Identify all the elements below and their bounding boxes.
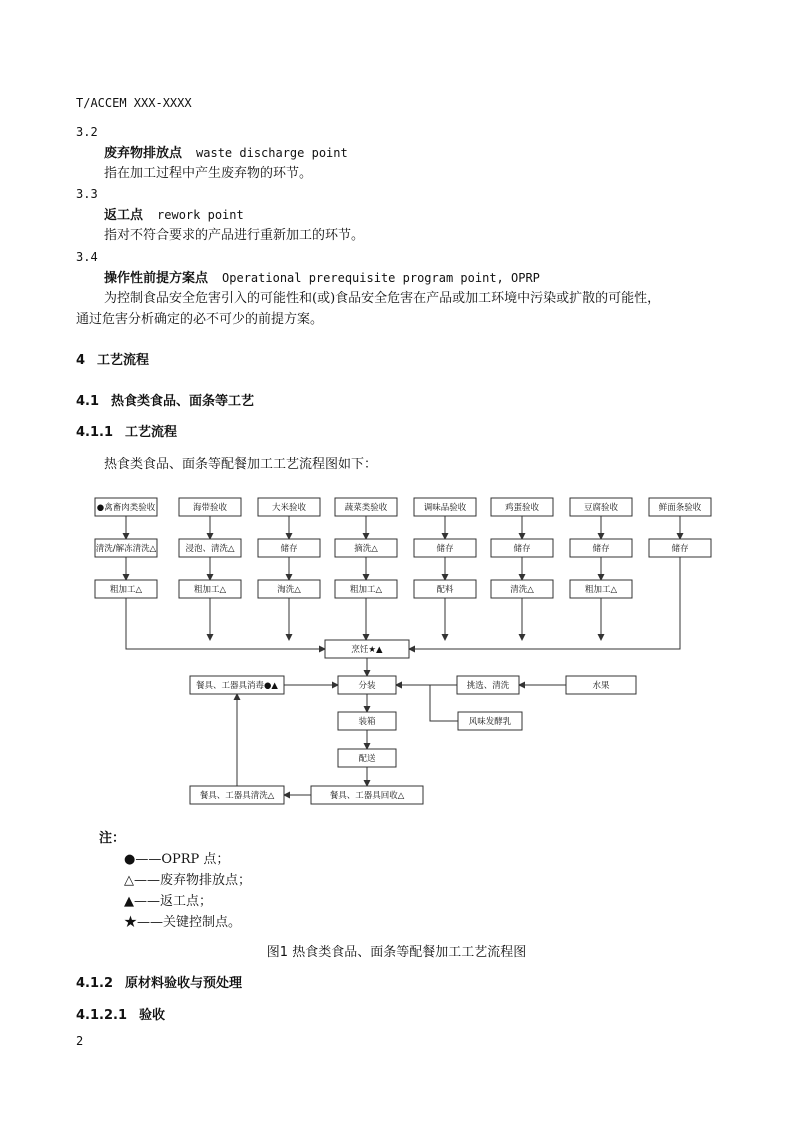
page-number: 2 xyxy=(76,1034,84,1048)
section-number: 4.1.1 xyxy=(76,425,114,440)
pretreat-step-5 xyxy=(414,539,476,557)
process-step-7 xyxy=(570,580,632,598)
process-step-4-label: 粗加工△ xyxy=(349,585,383,595)
pretreat-step-4 xyxy=(335,539,397,557)
section-4-1-2-1-heading xyxy=(76,1008,165,1024)
process-step-5-label: 配料 xyxy=(436,585,454,595)
section-3-3-definition: 指对不符合要求的产品进行重新加工的环节。 xyxy=(104,228,365,243)
yogurt-step-label: 风味发酵乳 xyxy=(468,717,512,727)
delivery-step-label: 配送 xyxy=(358,754,376,764)
packing-step xyxy=(338,676,396,694)
process-step-3 xyxy=(258,580,320,598)
process-step-3-label: 淘洗△ xyxy=(277,585,301,595)
note-ccp: ★——关键控制点。 xyxy=(124,915,242,930)
section-number: 4.1.2 xyxy=(76,976,114,991)
process-step-5 xyxy=(414,580,476,598)
receive-step-8 xyxy=(649,498,711,516)
section-3-2-number: 3.2 xyxy=(76,125,98,139)
receive-step-8-label: 鲜面条验收 xyxy=(658,503,702,513)
receive-step-6-label: 鸡蛋验收 xyxy=(504,503,540,513)
term-cn: 废弃物排放点 xyxy=(104,146,183,161)
boxing-step-label: 装箱 xyxy=(358,717,376,727)
process-step-4 xyxy=(335,580,397,598)
pretreat-step-6 xyxy=(491,539,553,557)
yogurt-step xyxy=(458,712,522,730)
process-step-6 xyxy=(491,580,553,598)
section-3-3-number: 3.3 xyxy=(76,187,98,201)
pretreat-step-6-label: 储存 xyxy=(513,544,531,554)
receive-step-2-label: 海带验收 xyxy=(192,503,228,513)
pretreat-step-5-label: 储存 xyxy=(436,544,454,554)
receive-step-5 xyxy=(414,498,476,516)
arrow-to-cooking xyxy=(409,557,680,649)
receive-step-1-label: ●禽畜肉类验收 xyxy=(96,503,156,513)
term-cn: 操作性前提方案点 xyxy=(104,271,209,286)
utensil-wash-step-label: 餐具、工器具清洗△ xyxy=(199,791,275,801)
utensil-disinfect-step xyxy=(190,676,284,694)
receive-step-4 xyxy=(335,498,397,516)
receive-step-1 xyxy=(95,498,157,516)
pretreat-step-1 xyxy=(95,539,157,557)
receive-step-6 xyxy=(491,498,553,516)
process-step-7-label: 粗加工△ xyxy=(584,585,618,595)
term-en: waste discharge point xyxy=(196,146,348,160)
note-oprp: ●——OPRP 点； xyxy=(124,852,230,867)
term-cn: 返工点 xyxy=(104,208,144,223)
process-step-1 xyxy=(95,580,157,598)
section-title: 原材料验收与预处理 xyxy=(125,976,243,991)
boxing-step xyxy=(338,712,396,730)
utensil-recycle-step xyxy=(311,786,423,804)
utensil-wash-step xyxy=(190,786,284,804)
document-id: T/ACCEM XXX-XXXX xyxy=(76,96,192,110)
packing-step-label: 分装 xyxy=(358,681,376,691)
section-number: 4 xyxy=(76,353,86,368)
pretreat-step-8-label: 储存 xyxy=(671,544,689,554)
section-title: 热食类食品、面条等工艺 xyxy=(111,394,255,409)
pretreat-step-2 xyxy=(179,539,241,557)
receive-step-2 xyxy=(179,498,241,516)
pretreat-step-3 xyxy=(258,539,320,557)
section-title: 工艺流程 xyxy=(97,353,150,368)
receive-step-7-label: 豆腐验收 xyxy=(583,503,619,513)
section-title: 工艺流程 xyxy=(125,425,178,440)
notes-label: 注： xyxy=(99,831,126,846)
pretreat-step-2-label: 浸泡、清洗△ xyxy=(185,544,235,554)
pretreat-step-8 xyxy=(649,539,711,557)
receive-step-4-label: 蔬菜类验收 xyxy=(344,503,388,513)
receive-step-5-label: 调味品验收 xyxy=(423,503,467,513)
section-3-4-number: 3.4 xyxy=(76,250,98,264)
pretreat-step-1-label: 清洗/解冻清洗△ xyxy=(95,544,157,554)
utensil-disinfect-step-label: 餐具、工器具消毒●▲ xyxy=(196,681,278,691)
sorting-washing-step xyxy=(457,676,519,694)
process-step-6-label: 清洗△ xyxy=(510,585,534,595)
delivery-step xyxy=(338,749,396,767)
cooking-step xyxy=(325,640,409,658)
sorting-washing-step-label: 挑选、清洗 xyxy=(466,681,510,691)
fruit-step-label: 水果 xyxy=(592,681,610,691)
pretreat-step-7-label: 储存 xyxy=(592,544,610,554)
receive-step-3-label: 大米验收 xyxy=(271,503,307,513)
section-3-4-definition-line2: 通过危害分析确定的必不可少的前提方案。 xyxy=(76,312,324,327)
arrow-to-cooking xyxy=(126,598,325,649)
note-waste: △——废弃物排放点； xyxy=(124,873,251,888)
section-3-2-definition: 指在加工过程中产生废弃物的环节。 xyxy=(104,166,313,181)
note-rework: ▲——返工点； xyxy=(124,894,212,909)
pretreat-step-4-label: 摘洗△ xyxy=(354,544,378,554)
receive-step-3 xyxy=(258,498,320,516)
figure-caption: 图1 热食类食品、面条等配餐加工工艺流程图 xyxy=(266,945,527,960)
term-en: Operational prerequisite program point, OPRP xyxy=(222,271,540,285)
cooking-step-label: 烹饪★▲ xyxy=(351,645,383,655)
section-4-1-1-intro: 热食类食品、面条等配餐加工工艺流程图如下： xyxy=(104,457,378,472)
pretreat-step-3-label: 储存 xyxy=(280,544,298,554)
process-step-2-label: 粗加工△ xyxy=(193,585,227,595)
flow-connector xyxy=(396,685,458,721)
fruit-step xyxy=(566,676,636,694)
process-step-2 xyxy=(179,580,241,598)
section-4-1-2-heading xyxy=(76,976,242,992)
pretreat-step-7 xyxy=(570,539,632,557)
term-en: rework point xyxy=(157,208,244,222)
receive-step-7 xyxy=(570,498,632,516)
utensil-recycle-step-label: 餐具、工器具回收△ xyxy=(329,791,405,801)
section-title: 验收 xyxy=(139,1008,166,1023)
section-number: 4.1 xyxy=(76,394,100,409)
section-number: 4.1.2.1 xyxy=(76,1008,127,1023)
process-step-1-label: 粗加工△ xyxy=(109,585,143,595)
section-3-4-definition-line1: 为控制食品安全危害引入的可能性和(或)食品安全危害在产品或加工环境中污染或扩散的可能性， xyxy=(104,291,661,306)
